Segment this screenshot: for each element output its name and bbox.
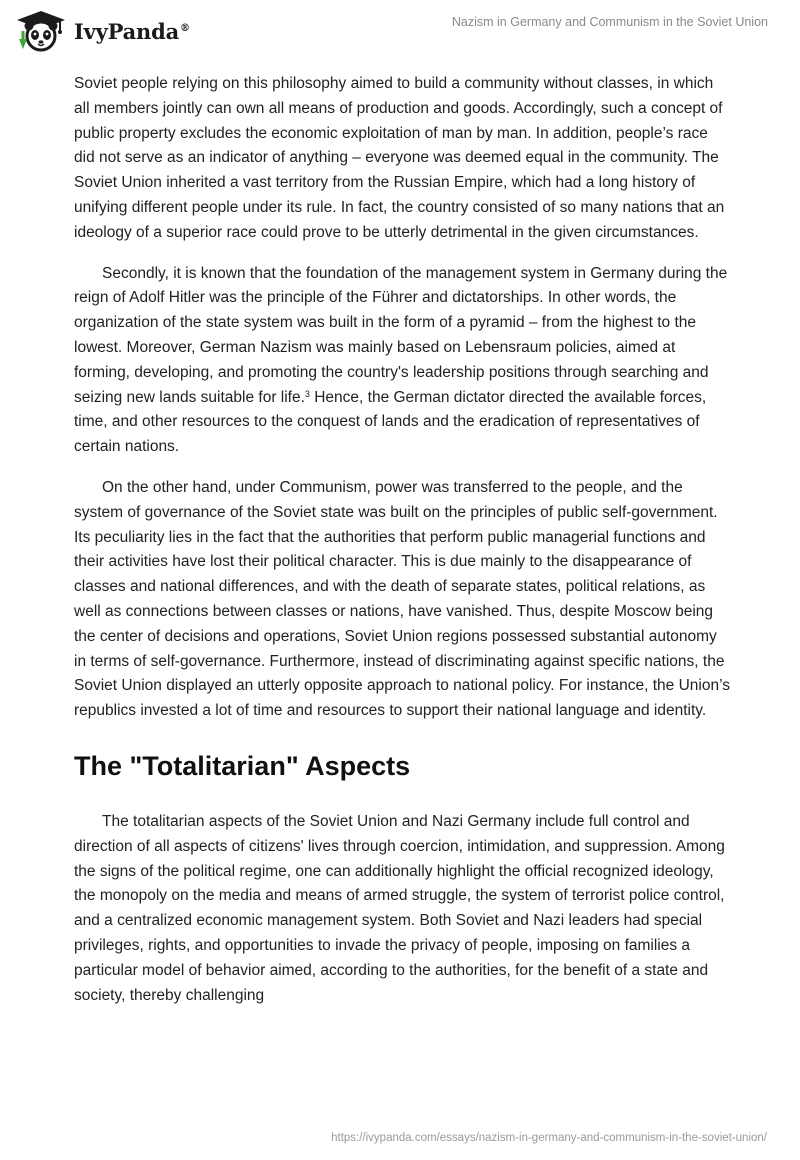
source-url[interactable]: https://ivypanda.com/essays/nazism-in-germany-and-communism-in-the-soviet-union/ [331,1132,767,1144]
paragraph: On the other hand, under Communism, power was transferred to the people, and the system of governance of the Soviet state was built on the principles of public self-government. Its peculiarity lies in the fact that the authorities that perform public managerial functions and their activities have lost their political character. This is due mainly to the disappearance of classes and national differences, and with the death of separate states, political relations, as well as connections between classes or nations, have vanished. Thus, despite Moscow being the center of decisions and operations, Soviet Union regions possessed substantial autonomy in terms of self-governance. Furthermore, instead of discriminating against specific nations, the Soviet Union displayed an utterly opposite approach to national policy. For instance, the Union’s republics invested a lot of time and resources to support their national language and identity. [74,478,730,720]
footnote-reference[interactable]: 3 [304,388,310,399]
panda-graduate-icon [14,9,68,53]
essay-body [74,72,730,1024]
paragraph-text: Hence, the German dictator directed the available forces, time, and other resources to the conquest of lands and the eradication of representatives of certain nations. [74,388,707,456]
registered-mark: ® [180,22,190,34]
paragraph-text: Secondly, it is known that the foundation of the management system in Germany during the reign of Adolf Hitler was the principle of the Führer and dictatorships. In other words, the organization of the state system was built in the form of a pyramid – from the highest to the lowest. Moreover, German Nazism was mainly based on Lebensraum policies, aimed at forming, developing, and promoting the country's leadership positions through searching and seizing new lands suitable for life. [74,264,728,406]
document-title: Nazism in Germany and Communism in the Soviet Union [451,15,768,29]
brand-name: IvyPanda® [74,18,190,44]
paragraph: Soviet people relying on this philosophy aimed to build a community without classes, in which all members jointly can own all means of production and goods. Accordingly, such a concept of public property excludes the economic exploitation of man by man. In addition, people’s race did not serve as an indicator of anything – everyone was deemed equal in the community. The Soviet Union inherited a vast territory from the Russian Empire, which had a long history of unifying different people under its rule. In fact, the country consisted of so many nations that an ideology of a superior race could prove to be utterly detrimental in the given circumstances. [74,75,725,241]
paragraph: The totalitarian aspects of the Soviet Union and Nazi Germany include full control and direction of all aspects of citizens' lives through coercion, intimidation, and suppression. Among the signs of the political regime, one can additionally highlight the official recognized ideology, the monopoly on the media and means of armed struggle, the system of terrorist police control, and a centralized economic management system. Both Soviet and Nazi leaders had special privileges, rights, and opportunities to invade the privacy of people, imposing on families a particular model of behavior aimed, according to the authorities, for the benefit of a state and society, thereby challenging [74,812,725,1004]
paragraph [74,262,730,460]
page-header [0,0,800,70]
section-heading: The "Totalitarian" Aspects [74,750,411,781]
ivypanda-logo[interactable] [14,9,190,53]
